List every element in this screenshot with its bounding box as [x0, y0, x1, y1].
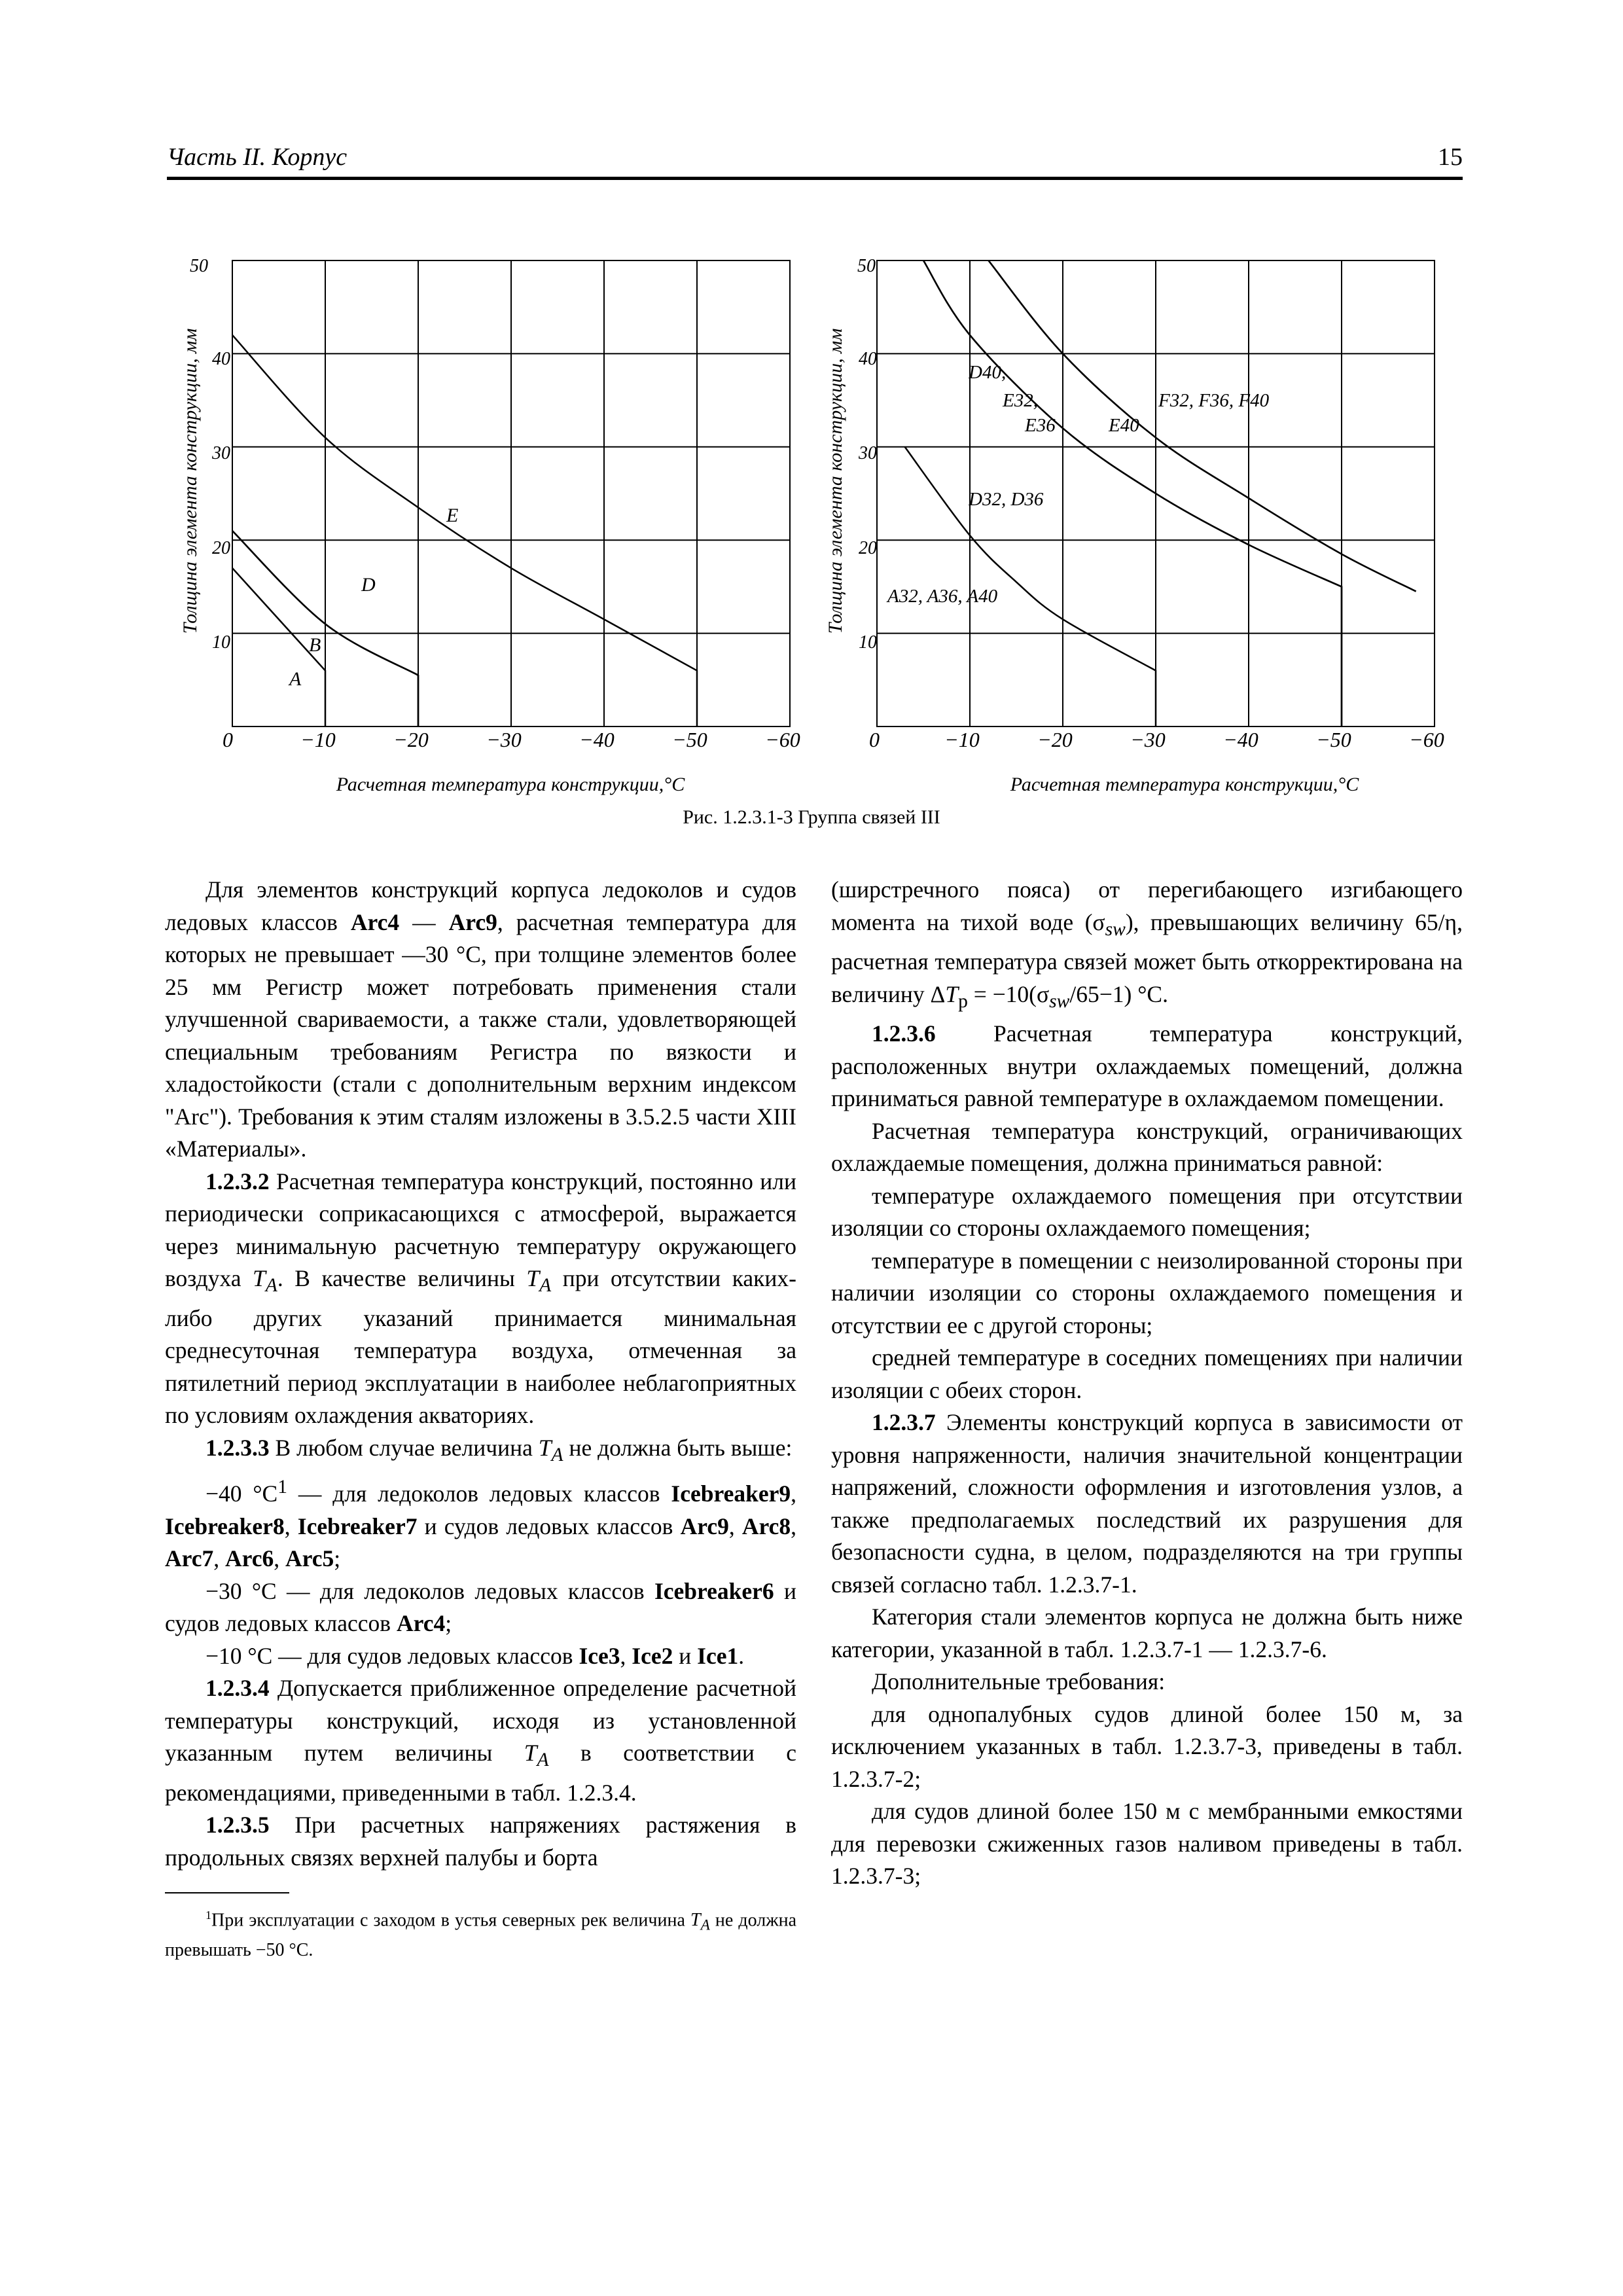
right-ytick-20: 20 [859, 538, 877, 558]
text-column-right [831, 874, 1463, 1893]
footnote-rule [165, 1892, 289, 1893]
left-ytick-20: 20 [212, 538, 230, 558]
running-title: Часть II. Корпус [167, 143, 348, 171]
paragraph-1-2-3-4: 1.2.3.4 Допускается приближенное определение расчетной температуры конструкций, исходя из установленной указанным путем величины $T_A$ в соответствии с рекомендациями, приведенными в табл. 1.2.3.4. [165, 1675, 796, 1806]
left-xtick-40: −40 [579, 728, 615, 751]
paragraph-minus-30: −30 °С — для ледоколов ледовых классов Icebreaker6 и судов ледовых классов Arc4; [165, 1577, 796, 1637]
paragraph-no-insulation: температуре охлаждаемого помещения при отсутствии изоляции со стороны охлаждаемого помещения; [831, 1182, 1463, 1242]
left-chart-curves [232, 335, 697, 726]
right-xtick-40: −40 [1223, 728, 1258, 751]
footnote: $^1$При эксплуатации с заходом в устья северных рек величина $T_A$ не должна превышать −50 °С. [165, 1909, 796, 1961]
paragraph-membrane: для судов длиной более 150 м с мембранными емкостями для перевозки сжиженных газов наливом приведены в табл. 1.2.3.7-3; [831, 1798, 1463, 1890]
right-xlabel: Расчетная температура конструкции,°С [1010, 774, 1359, 795]
figure-charts [0, 0, 1623, 798]
left-xtick-0: 0 [223, 728, 233, 751]
paragraph-both-sides: средней температуре в соседних помещениях при наличии изоляции с обеих сторон. [831, 1344, 1463, 1403]
right-ytick-10: 10 [859, 632, 877, 653]
right-xtick-0: 0 [869, 728, 880, 751]
left-xtick-30: −30 [486, 728, 522, 751]
left-label-B: B [309, 634, 321, 656]
right-xtick-30: −30 [1130, 728, 1166, 751]
left-xtick-20: −20 [393, 728, 429, 751]
figure-caption: Рис. 1.2.3.1-3 Группа связей III [683, 806, 940, 828]
left-label-A: A [289, 668, 302, 690]
right-label-e32: E32, [1003, 390, 1038, 411]
paragraph-minus-10: −10 °С — для судов ледовых классов Ice3, Ice2 и Ice1. [205, 1642, 745, 1669]
paragraph-1-2-3-2: 1.2.3.2 Расчетная температура конструкций, постоянно или периодически соприкасающихся с атмосферой, выражается через минимальную расчетную температуру окружающего воздуха $T_A$. В качестве величины $T_A$ при отсутствии каких-либо других указаний принимается минимальная среднесуточная температура воздуха, отмеченная за пятилетний период эксплуатации в наиболее неблагоприятных по условиям охлаждения акваториях. [165, 1168, 796, 1429]
paragraph-1-2-3-7: 1.2.3.7 Элементы конструкций корпуса в зависимости от уровня напряженности, наличия значительной концентрации напряжений, сложности оформления и изготовления узлов, а также предполагаемых последствий их разрушения для безопасности судна, в целом, подразделяются на три группы связей согласно табл. 1.2.3.7-1. [831, 1409, 1463, 1598]
text-column-left [165, 874, 796, 1963]
left-xtick-50: −50 [672, 728, 707, 751]
paragraph-minus-40: −40 $^\circ С^1$ — для ледоколов ледовых классов Icebreaker9, Icebreaker8, Icebreaker7 и судов ледовых классов Arc9, Arc8, Arc7, Arc6, Arc5; [165, 1477, 797, 1572]
left-label-D: D [361, 574, 376, 596]
right-xtick-10: −10 [944, 728, 980, 751]
left-ytick-40: 40 [212, 349, 230, 369]
paragraph-1-2-3-5-cont: (ширстречного пояса) от перегибающего изгибающего момента на тихой воде $(\sigma_{sw})$, превышающих величину 65/η, расчетная температура связей может быть откорректирована на величину $\Delta T_р = -10(\sigma_{sw}/65-1)$ °С. [831, 876, 1463, 1012]
paragraph-single-deck: для однопалубных судов длиной более 150 м, за исключением указанных в табл. 1.2.3.7-3, приведены в табл. 1.2.3.7-2; [831, 1700, 1463, 1792]
right-label-d32: D32, D36 [969, 489, 1044, 510]
left-chart [179, 256, 800, 795]
right-label-e40: E40 [1109, 415, 1139, 436]
left-ylabel: Толщина элемента конструкции, мм [179, 328, 201, 634]
paragraph-1-2-3-5: 1.2.3.5 При расчетных напряжениях растяжения в продольных связях верхней палубы и борта [165, 1812, 796, 1871]
paragraph-bounding: Расчетная температура конструкций, ограничивающих охлаждаемые помещения, должна приниматься равной: [831, 1117, 1463, 1177]
left-ytick-30: 30 [212, 443, 230, 463]
right-xtick-20: −20 [1037, 728, 1073, 751]
page-number: 15 [1438, 143, 1463, 171]
left-ytick-10: 10 [212, 632, 230, 653]
right-label-d40: D40, [969, 362, 1007, 383]
right-ytick-30: 30 [859, 443, 877, 463]
right-xtick-50: −50 [1316, 728, 1351, 751]
left-label-E: E [446, 505, 459, 526]
paragraph-uninsulated-side: температуре в помещении с неизолированной стороны при наличии изоляции со стороны охлаждаемого помещения и отсутствии ее с другой стороны; [831, 1247, 1463, 1338]
right-ytick-40: 40 [859, 349, 877, 369]
left-series-line-3 [232, 335, 697, 726]
paragraph-steel-category: Категория стали элементов корпуса не должна быть ниже категории, указанной в табл. 1.2.3.7-1 — 1.2.3.7-6. [831, 1604, 1463, 1662]
right-chart [825, 256, 1444, 795]
paragraph-1-2-3-1-cont: Для элементов конструкций корпуса ледоколов и судов ледовых классов Arc4 — Arc9, расчетная температура для которых не превышает —30 °С, при толщине элементов более 25 мм Регистр может потребовать применения стали улучшенной свариваемости, а также стали, удовлетворяющей специальным требованиям Регистра по вязкости и хладостойкости (стали с дополнительным верхним индексом "Arc"). Требования к этим сталям изложены в 3.5.2.5 части XIII «Материалы». [165, 876, 797, 1162]
left-xtick-10: −10 [300, 728, 336, 751]
right-label-e36: E36 [1025, 415, 1056, 436]
left-xtick-60: −60 [765, 728, 800, 751]
left-chart-grid [232, 260, 790, 726]
left-ytick-50: 50 [190, 256, 208, 276]
right-label-a: A32, A36, A40 [887, 586, 998, 607]
right-ytick-50: 50 [857, 256, 876, 276]
right-xtick-60: −60 [1409, 728, 1444, 751]
right-label-f: F32, F36, F40 [1158, 390, 1270, 411]
paragraph-1-2-3-6: 1.2.3.6 Расчетная температура конструкций, расположенных внутри охлаждаемых помещений, должна приниматься равной температуре в охлаждаемом помещении. [831, 1020, 1463, 1112]
left-xlabel: Расчетная температура конструкции,°С [336, 774, 685, 795]
right-ylabel: Толщина элемента конструкции, мм [825, 328, 846, 634]
paragraph-1-2-3-3: 1.2.3.3 В любом случае величина $T_A$ не должна быть выше: [205, 1434, 793, 1465]
paragraph-additional: Дополнительные требования: [872, 1668, 1166, 1695]
